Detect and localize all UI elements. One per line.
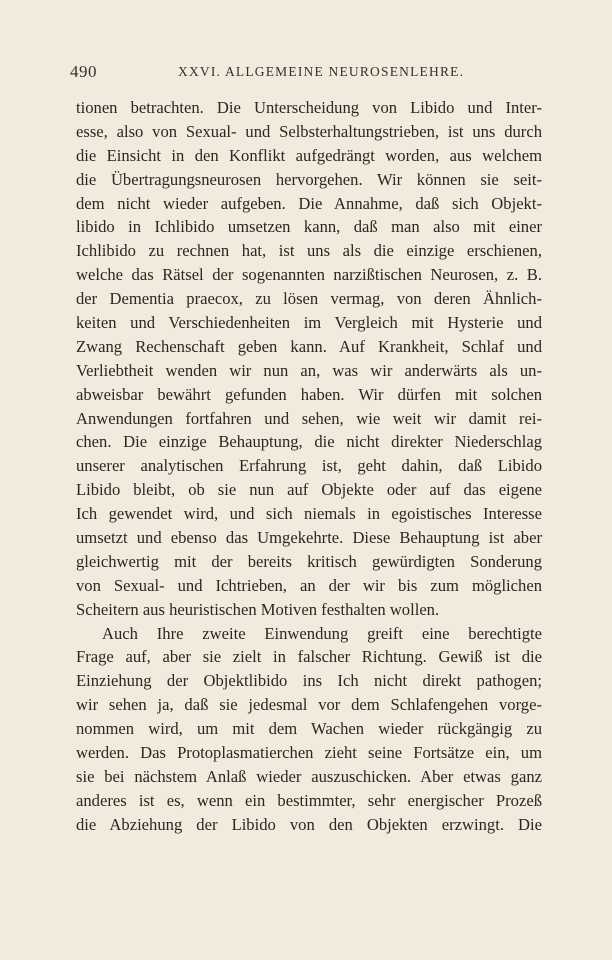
text-line: Libido bleibt, ob sie nun auf Objekte oder auf das eigene (76, 480, 542, 500)
text-line: chen. Die einzige Behauptung, die nicht direkter Niederschlag (76, 432, 542, 452)
text-line: Zwang Rechenschaft geben kann. Auf Krankheit, Schlaf und (76, 336, 542, 356)
text-line: wir sehen ja, daß sie jedesmal vor dem Schlafengehen vorge- (76, 695, 542, 715)
text-line: umsetzt und ebenso das Umgekehrte. Diese Behauptung ist aber (76, 528, 542, 548)
text-line: keiten und Verschiedenheiten im Vergleich mit Hysterie und (76, 313, 542, 333)
page-number: 490 (70, 62, 97, 81)
text-line: libido in Ichlibido umsetzen kann, daß man also mit einer (76, 217, 542, 237)
text-line: nommen wird, um mit dem Wachen wieder rückgängig zu (76, 719, 542, 739)
text-line: Verliebtheit wenden wir nun an, was wir anderwärts als un- (76, 360, 542, 380)
text-line: von Sexual- und Ichtrieben, an der wir bis zum möglichen (76, 575, 542, 595)
text-line: die Übertragungsneurosen hervorgehen. Wir können sie seit- (76, 169, 542, 189)
paragraph-last-line: Scheitern aus heuristischen Motiven festhalten wollen. (76, 599, 440, 619)
text-line: welche das Rätsel der sogenannten narzißtischen Neurosen, z. B. (76, 265, 542, 285)
text-line: tionen betrachten. Die Unterscheidung von Libido und Inter- (76, 98, 542, 117)
text-line: Ich gewendet wird, und sich niemals in egoistisches Interesse (76, 504, 542, 524)
text-line: Einziehung der Objektlibido ins Ich nicht direkt pathogen; (76, 671, 542, 691)
text-line: Anwendungen fortfahren und sehen, wie weit wir damit rei- (76, 408, 542, 428)
body-text (76, 96, 542, 837)
text-line: werden. Das Protoplasmatierchen zieht seine Fortsätze ein, um (76, 743, 542, 763)
text-line: esse, also von Sexual- und Selbsterhaltungstrieben, ist uns durch (76, 121, 542, 141)
text-line: unserer analytischen Erfahrung ist, geht dahin, daß Libido (76, 456, 542, 476)
text-line: abweisbar bewährt gefunden haben. Wir dürfen mit solchen (76, 384, 542, 404)
text-line: gleichwertig mit der bereits kritisch gewürdigten Sonderung (76, 551, 542, 571)
text-line: die Einsicht in den Konflikt aufgedrängt worden, aus welchem (76, 145, 542, 165)
text-line: dem nicht wieder aufgeben. Die Annahme, daß sich Objekt- (76, 193, 542, 213)
running-head: XXVI. ALLGEMEINE NEUROSENLEHRE. (178, 64, 465, 79)
text-line: die Abziehung der Libido von den Objekten erzwingt. Die (76, 814, 542, 834)
text-line: Ichlibido zu rechnen hat, ist uns als die einzige erschienen, (76, 241, 542, 261)
paragraph-first-line: Auch Ihre zweite Einwendung greift eine berechtigte (102, 623, 542, 643)
page-header (70, 62, 545, 84)
text-line: anderes ist es, wenn ein bestimmter, sehr energischer Prozeß (76, 790, 542, 810)
text-line: Frage auf, aber sie zielt in falscher Richtung. Gewiß ist die (76, 647, 542, 667)
text-line: sie bei nächstem Anlaß wieder auszuschicken. Aber etwas ganz (76, 766, 542, 786)
text-line: der Dementia praecox, zu lösen vermag, von deren Ähnlich- (76, 289, 542, 309)
